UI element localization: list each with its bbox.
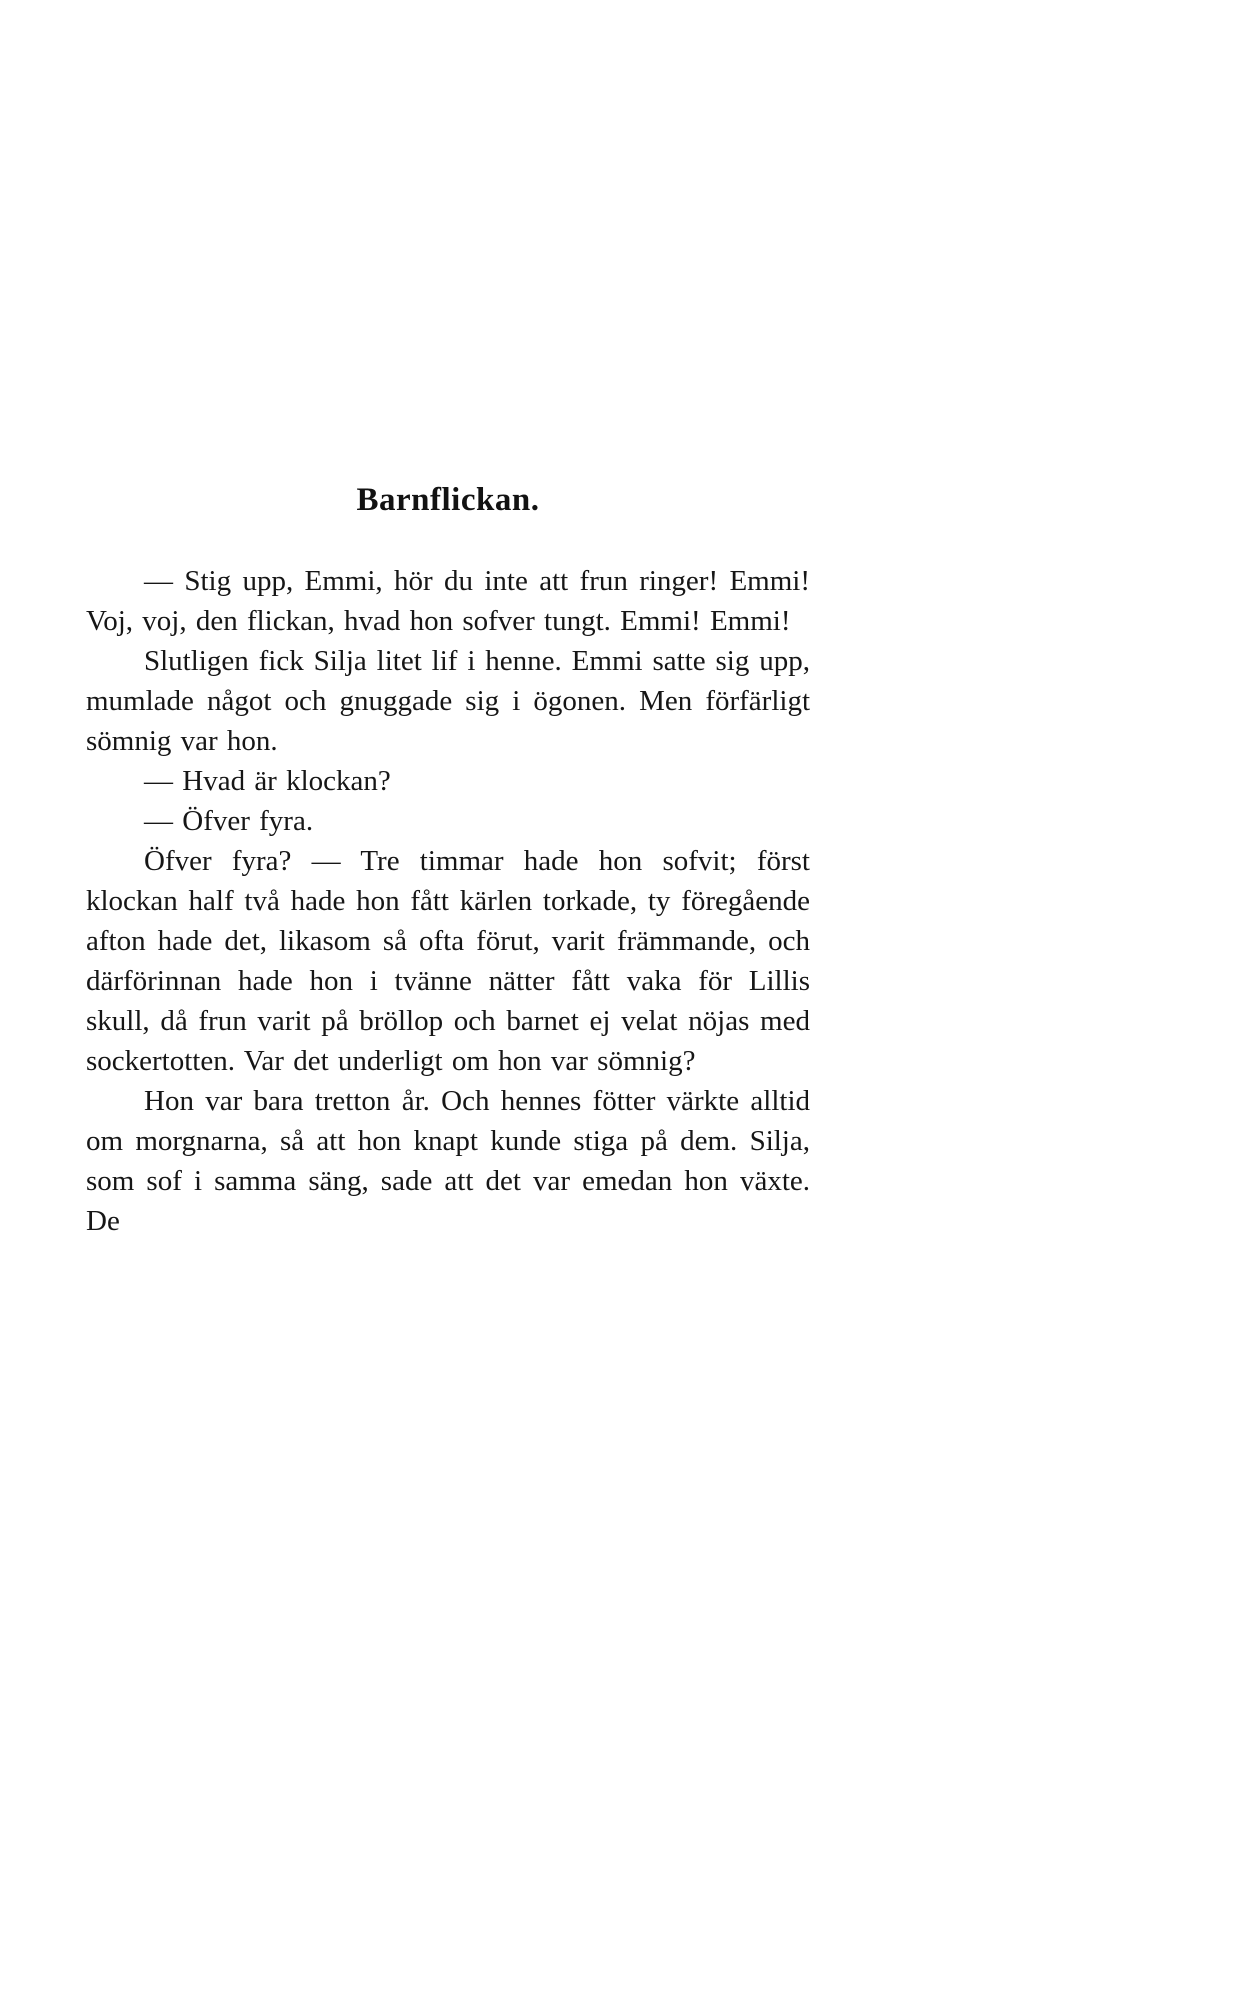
dialogue-line: — Öfver fyra. bbox=[144, 805, 314, 837]
paragraph: Slutligen fick Silja litet lif i henne. Emmi satte sig upp, mumlade något och gnuggade sig i ögonen. Men förfärligt sömnig var hon. bbox=[86, 645, 810, 757]
paragraph: Hon var bara tretton år. Och hennes fötter värkte alltid om morgnarna, så att hon knapt kunde stiga på dem. Silja, som sof i samma säng, sade att det var emedan hon växte. De bbox=[86, 1085, 810, 1237]
paragraph: — Stig upp, Emmi, hör du inte att frun ringer! Emmi! Voj, voj, den flickan, hvad hon sofver tungt. Emmi! Emmi! bbox=[86, 565, 810, 637]
text-block bbox=[86, 482, 810, 1241]
paragraph: Öfver fyra? — Tre timmar hade hon sofvit; först klockan half två hade hon fått kärlen torkade, ty föregående afton hade det, likasom så ofta förut, varit främmande, och därförinnan hade hon i tvänne nätter fått vaka för Lillis skull, då frun varit på bröllop och barnet ej velat nöjas med sockertotten. Var det underligt om hon var sömnig? bbox=[86, 845, 810, 1077]
page-title: Barnflickan. bbox=[356, 482, 540, 518]
dialogue-line: — Hvad är klockan? bbox=[144, 765, 391, 797]
body-text bbox=[86, 561, 810, 1241]
